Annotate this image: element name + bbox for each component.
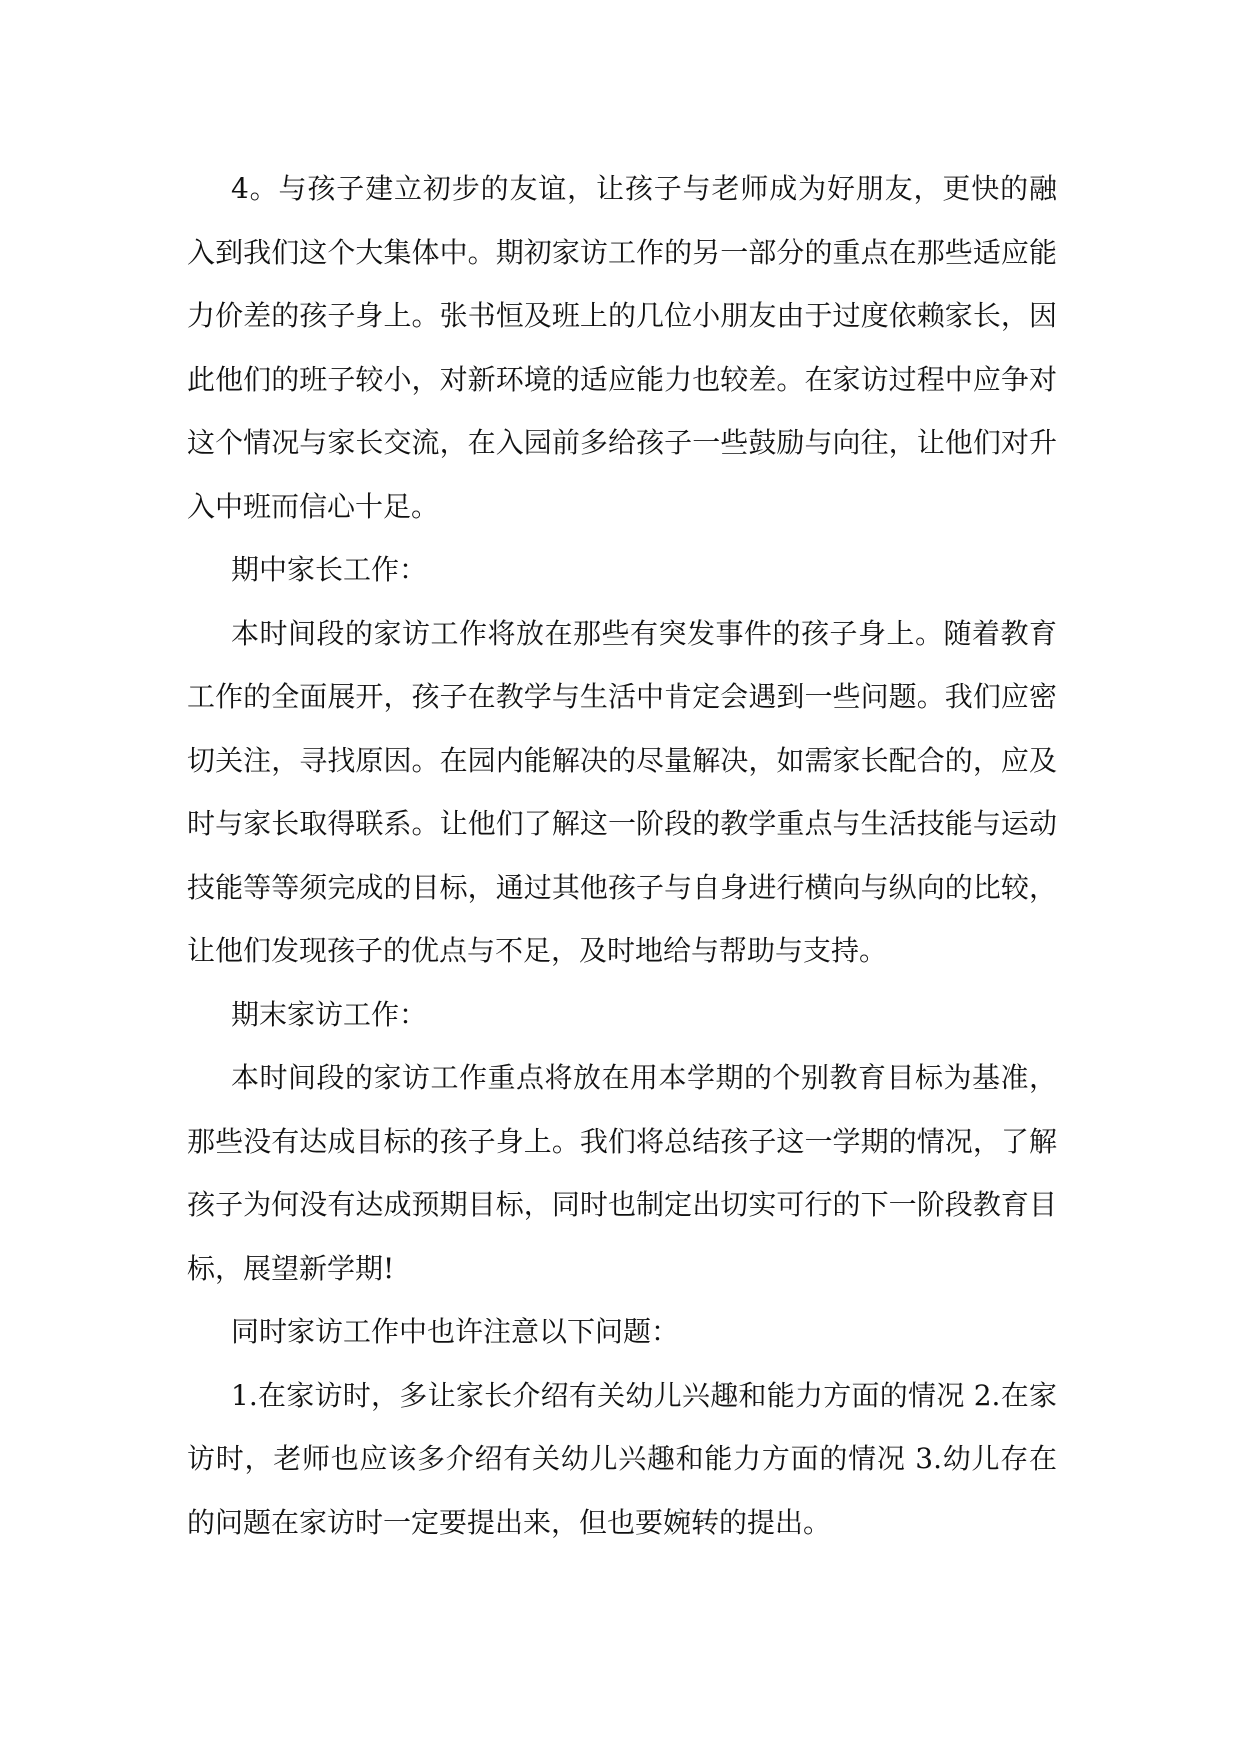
heading-final-home-visit: 期末家访工作： xyxy=(231,997,428,1031)
paragraph-midterm: 本时间段的家访工作将放在那些有突发事件的孩子身上。随着教育工作的全面展开，孩子在教学与生活中肯定会遇到一些问题。我们应密切关注，寻找原因。在园内能解决的尽量解决，如需家长配合的，应及时与家长取得联系。让他们了解这一阶段的教学重点与生活技能与运动技能等等须完成的目标，通过其他孩子与自身进行横向与纵向的比较，让他们发现孩子的优点与不足，及时地给与帮助与支持。 xyxy=(187,616,1057,967)
heading-midterm-parent-work: 期中家长工作： xyxy=(231,553,428,586)
paragraph-notes-list: 1.在家访时，多让家长介绍有关幼儿兴趣和能力方面的情况 2.在家访时，老师也应该多介绍有关幼儿兴趣和能力方面的情况 3.幼儿存在的问题在家访时一定要提出来，但也要婉转的提出。 xyxy=(187,1378,1057,1539)
heading-notes: 同时家访工作中也许注意以下问题： xyxy=(231,1315,680,1348)
paragraph-final: 本时间段的家访工作重点将放在用本学期的个别教育目标为基准，那些没有达成目标的孩子身上。我们将总结孩子这一学期的情况，了解孩子为何没有达成预期目标，同时也制定出切实可行的下一阶段教育目标，展望新学期! xyxy=(187,1061,1057,1285)
document-body xyxy=(187,157,1057,1554)
paragraph-1: 4。与孩子建立初步的友谊，让孩子与老师成为好朋友，更快的融入到我们这个大集体中。期初家访工作的另一部分的重点在那些适应能力价差的孩子身上。张书恒及班上的几位小朋友由于过度依赖家长，因此他们的班子较小，对新环境的适应能力也较差。在家访过程中应争对这个情况与家长交流，在入园前多给孩子一些鼓励与向往，让他们对升入中班而信心十足。 xyxy=(187,172,1057,523)
